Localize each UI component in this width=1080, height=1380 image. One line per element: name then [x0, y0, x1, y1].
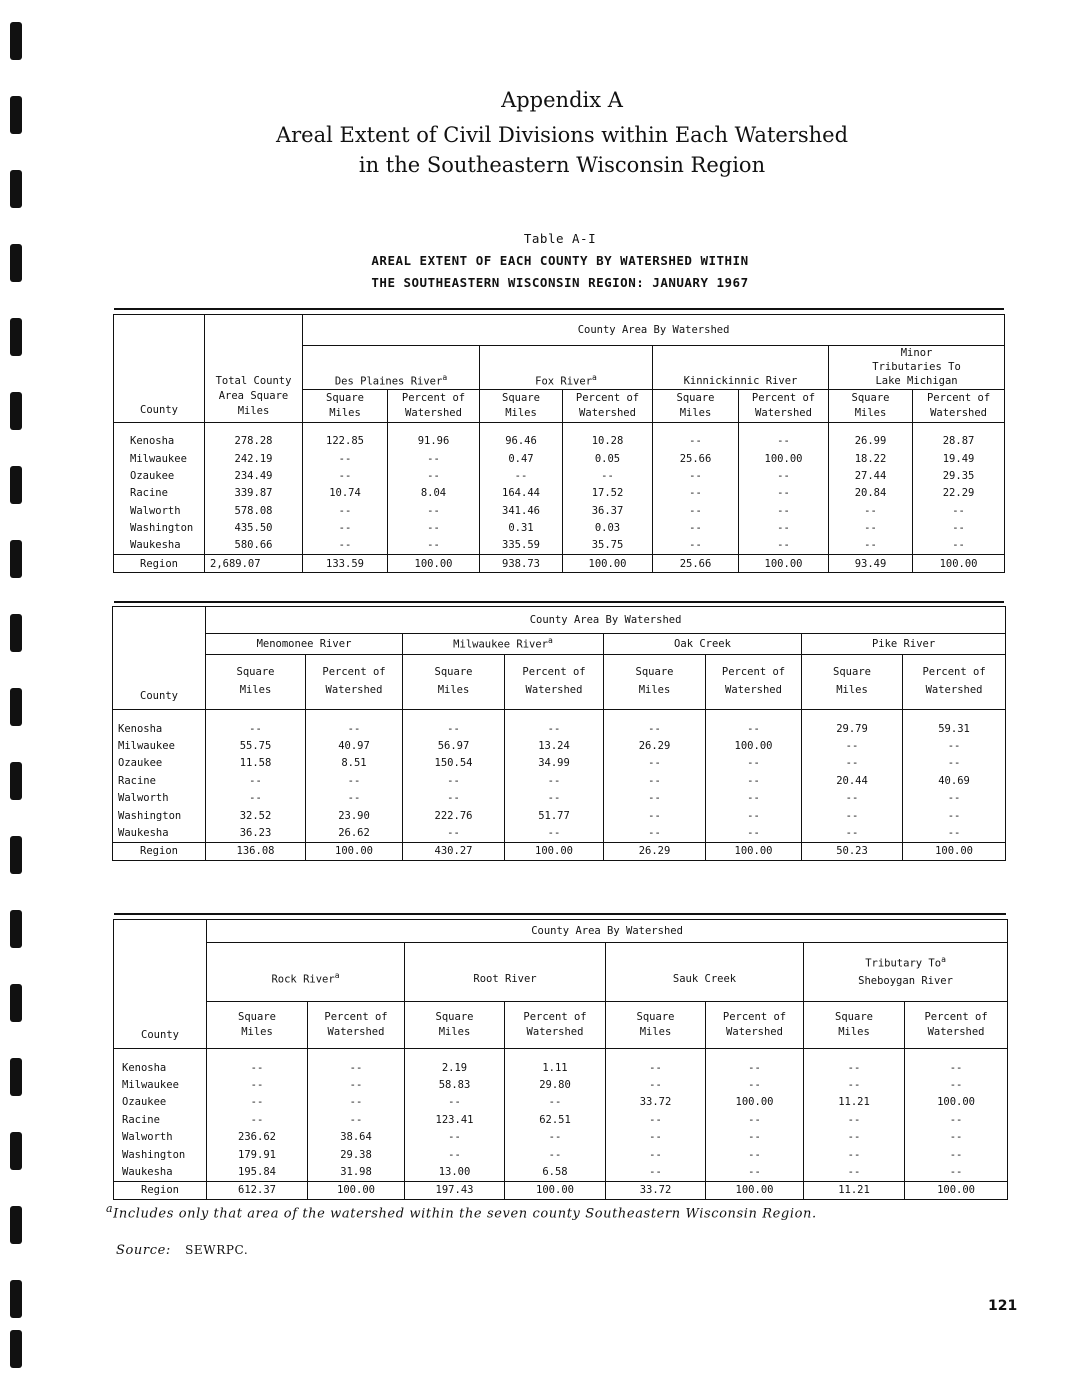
watershed-header: Milwaukee River$^a$: [403, 634, 604, 655]
watershed-group-header: County Area By Watershed: [303, 315, 1005, 346]
watershed-table-3: [113, 919, 1008, 1200]
binding-ring: [10, 910, 22, 948]
square-miles-header: Square Miles: [653, 389, 739, 422]
binding-ring: [10, 1132, 22, 1170]
binding-ring: [10, 392, 22, 430]
binding-ring: [10, 836, 22, 874]
table-row: Milwaukee -- -- 58.83 29.80 -- -- -- --: [114, 1076, 1008, 1093]
table-row: Waukesha 580.66 -- -- 335.59 35.75 -- -- -- --: [114, 537, 1005, 555]
square-miles-header: Square Miles: [206, 655, 306, 710]
table-row: Walworth 578.08 -- -- 341.46 36.37 -- -- -- --: [114, 502, 1005, 519]
county-header: County: [114, 315, 205, 423]
percent-watershed-header: Percent of Watershed: [905, 1002, 1008, 1049]
table-row: Ozaukee -- -- -- -- 33.72 100.00 11.21 100.00: [114, 1094, 1008, 1111]
page-title-line2: in the Southeastern Wisconsin Region: [358, 153, 766, 177]
table-row: Kenosha 278.28 122.85 91.96 96.46 10.28 -- -- 26.99 28.87: [114, 433, 1005, 450]
watershed-header: Rock River$^a$: [207, 943, 405, 1002]
table-row: Racine -- -- -- -- -- -- 20.44 40.69: [113, 772, 1006, 789]
watershed-header: Kinnickinnic River: [653, 346, 829, 390]
square-miles-header: Square Miles: [606, 1002, 706, 1049]
binding-ring: [10, 318, 22, 356]
square-miles-header: Square Miles: [802, 655, 903, 710]
county-header: County: [114, 920, 207, 1049]
watershed-table-1: [113, 314, 1005, 573]
watershed-header: Tributary To$^a$ Sheboygan River: [804, 943, 1008, 1002]
percent-watershed-header: Percent of Watershed: [505, 655, 604, 710]
watershed-header: Sauk Creek: [606, 943, 804, 1002]
table-top-rule: [114, 913, 1006, 915]
region-total-row: Region 136.08 100.00 430.27 100.00 26.29 100.00 50.23 100.00: [113, 842, 1006, 860]
percent-watershed-header: Percent of Watershed: [913, 389, 1005, 422]
appendix-title: Appendix A: [501, 88, 623, 112]
square-miles-header: Square Miles: [829, 389, 913, 422]
table-caption-line1: AREAL EXTENT OF EACH COUNTY BY WATERSHED WITHIN: [371, 253, 749, 268]
table-caption-line2: THE SOUTHEASTERN WISCONSIN REGION: JANUARY 1967: [371, 275, 749, 290]
table-row: Waukesha 36.23 26.62 -- -- -- -- -- --: [113, 824, 1006, 842]
percent-watershed-header: Percent of Watershed: [706, 1002, 804, 1049]
region-total-row: Region 2,689.07 133.59 100.00 938.73 100.00 25.66 100.00 93.49 100.00: [114, 555, 1005, 573]
watershed-header: Menomonee River: [206, 634, 403, 655]
percent-watershed-header: Percent of Watershed: [563, 389, 653, 422]
square-miles-header: Square Miles: [303, 389, 388, 422]
source-note: Source: SEWRPC.: [116, 1243, 249, 1258]
watershed-table-2: [112, 606, 1006, 861]
square-miles-header: Square Miles: [405, 1002, 505, 1049]
table-top-rule: [114, 308, 1004, 310]
square-miles-header: Square Miles: [804, 1002, 905, 1049]
binding-ring: [10, 466, 22, 504]
table-row: Ozaukee 234.49 -- -- -- -- -- -- 27.44 29.35: [114, 467, 1005, 484]
total-area-header: Total County Area Square Miles: [205, 315, 303, 423]
table-row: Racine -- -- 123.41 62.51 -- -- -- --: [114, 1111, 1008, 1128]
binding-ring: [10, 96, 22, 134]
binding-ring: [10, 614, 22, 652]
table-row: Washington 435.50 -- -- 0.31 0.03 -- -- -- --: [114, 519, 1005, 536]
percent-watershed-header: Percent of Watershed: [505, 1002, 606, 1049]
watershed-group-header: County Area By Watershed: [207, 920, 1008, 943]
square-miles-header: Square Miles: [480, 389, 563, 422]
table-row: Ozaukee 11.58 8.51 150.54 34.99 -- -- -- --: [113, 755, 1006, 772]
binding-ring: [10, 540, 22, 578]
binding-ring: [10, 984, 22, 1022]
square-miles-header: Square Miles: [604, 655, 706, 710]
county-header: County: [113, 607, 206, 710]
binding-ring: [10, 1280, 22, 1318]
watershed-header: Minor Tributaries To Lake Michigan: [829, 346, 1005, 390]
binding-ring: [10, 762, 22, 800]
spiral-binding: [10, 0, 24, 1380]
table-label: Table A-I: [523, 231, 597, 246]
page-number: 121: [988, 1298, 1018, 1314]
watershed-header: Fox River$^a$: [480, 346, 653, 390]
binding-ring: [10, 1206, 22, 1244]
percent-watershed-header: Percent of Watershed: [306, 655, 403, 710]
table-row: Milwaukee 242.19 -- -- 0.47 0.05 25.66 100.00 18.22 19.49: [114, 450, 1005, 467]
binding-ring: [10, 688, 22, 726]
binding-ring: [10, 1058, 22, 1096]
table-row: Washington 32.52 23.90 222.76 51.77 -- -- -- --: [113, 807, 1006, 824]
table-row: Kenosha -- -- -- -- -- -- 29.79 59.31: [113, 720, 1006, 737]
table-row: Milwaukee 55.75 40.97 56.97 13.24 26.29 100.00 -- --: [113, 737, 1006, 754]
table-row: Waukesha 195.84 31.98 13.00 6.58 -- -- -- --: [114, 1163, 1008, 1181]
watershed-header: Root River: [405, 943, 606, 1002]
table-row: Kenosha -- -- 2.19 1.11 -- -- -- --: [114, 1059, 1008, 1076]
region-total-row: Region 612.37 100.00 197.43 100.00 33.72 100.00 11.21 100.00: [114, 1181, 1008, 1199]
footnote: $^a$Includes only that area of the watershed within the seven county Southeastern Wisconsin Region.: [106, 1202, 817, 1222]
watershed-group-header: County Area By Watershed: [206, 607, 1006, 634]
percent-watershed-header: Percent of Watershed: [903, 655, 1006, 710]
percent-watershed-header: Percent of Watershed: [706, 655, 802, 710]
table-row: Walworth 236.62 38.64 -- -- -- -- -- --: [114, 1129, 1008, 1146]
binding-ring: [10, 22, 22, 60]
watershed-header: Pike River: [802, 634, 1006, 655]
binding-ring: [10, 170, 22, 208]
table-row: Washington 179.91 29.38 -- -- -- -- -- --: [114, 1146, 1008, 1163]
percent-watershed-header: Percent of Watershed: [388, 389, 480, 422]
table-top-rule: [114, 601, 1004, 603]
watershed-header: Oak Creek: [604, 634, 802, 655]
square-miles-header: Square Miles: [403, 655, 505, 710]
percent-watershed-header: Percent of Watershed: [739, 389, 829, 422]
table-row: Walworth -- -- -- -- -- -- -- --: [113, 790, 1006, 807]
percent-watershed-header: Percent of Watershed: [308, 1002, 405, 1049]
table-row: Racine 339.87 10.74 8.04 164.44 17.52 -- -- 20.84 22.29: [114, 485, 1005, 502]
binding-ring: [10, 1330, 22, 1368]
page-title-line1: Areal Extent of Civil Divisions within Each Watershed: [275, 123, 849, 147]
square-miles-header: Square Miles: [207, 1002, 308, 1049]
watershed-header: Des Plaines River$^a$: [303, 346, 480, 390]
